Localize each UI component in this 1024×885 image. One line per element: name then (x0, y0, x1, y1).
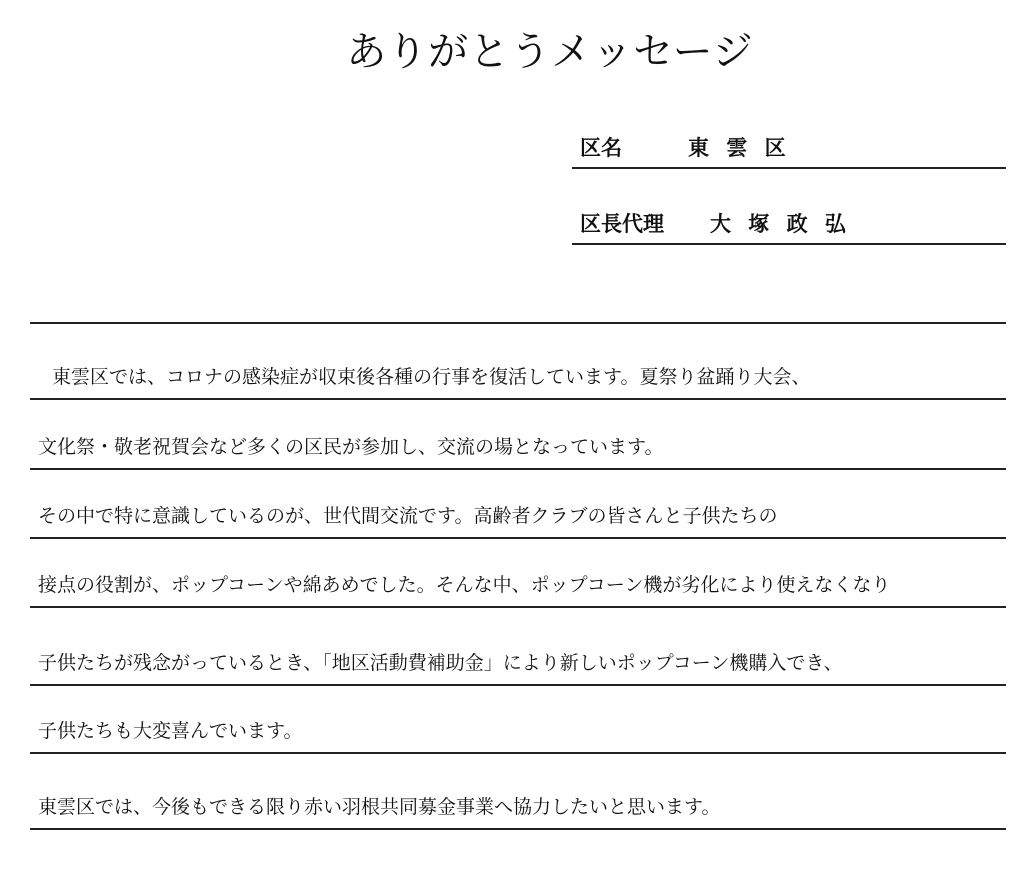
message-line (30, 570, 1006, 608)
ward-name-value: 東 雲 区 (688, 136, 791, 160)
message-line-text: 接点の役割が、ポップコーンや綿あめでした。そんな中、ポップコーン機が劣化により使えなくなり (38, 574, 891, 596)
page-title: ありがとうメッセージ (346, 29, 754, 75)
message-line-text: 東雲区では、今後もできる限り赤い羽根共同募金事業へ協力したいと思います。 (38, 796, 721, 818)
ward-head-label: 区長代理 (580, 212, 664, 236)
message-line (30, 432, 1006, 470)
message-line-text: その中で特に意識しているのが、世代間交流です。高齢者クラブの皆さんと子供たちの (38, 505, 778, 527)
ward-name-label: 区名 (580, 136, 622, 160)
message-line (30, 648, 1006, 686)
message-line (30, 716, 1006, 754)
message-line (30, 501, 1006, 539)
message-line-text: 文化祭・敬老祝賀会など多くの区民が参加し、交流の場となっています。 (38, 436, 664, 458)
ward-head-value: 大 塚 政 弘 (710, 212, 851, 236)
message-top-rule (30, 322, 1006, 324)
message-line-text: 東雲区では、コロナの感染症が収束後各種の行事を復活しています。夏祭り盆踊り大会、 (52, 366, 811, 388)
message-line (30, 362, 1006, 400)
message-line (30, 792, 1006, 830)
message-line-text: 子供たちが残念がっているとき、「地区活動費補助金」により新しいポップコーン機購入でき、 (38, 652, 843, 674)
message-line-text: 子供たちも大変喜んでいます。 (38, 720, 303, 742)
ward-name-row (572, 131, 1006, 169)
ward-head-row (572, 207, 1006, 245)
